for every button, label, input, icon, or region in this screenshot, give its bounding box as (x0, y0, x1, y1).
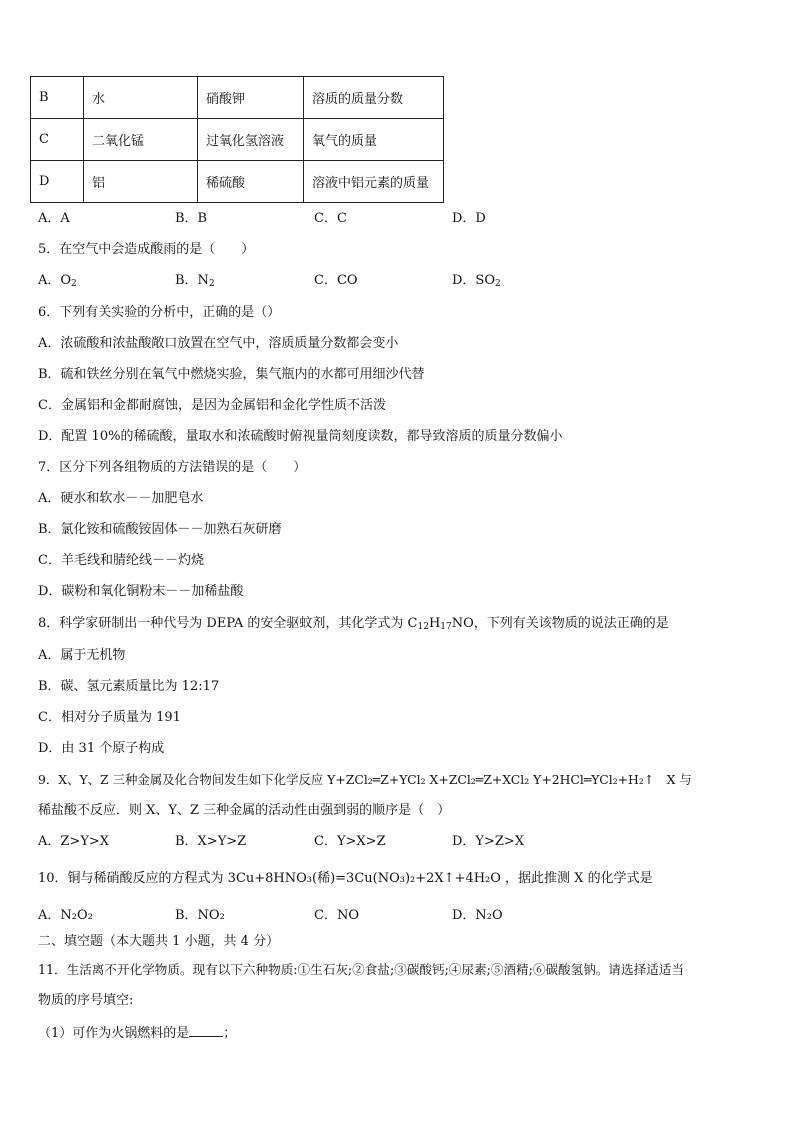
option-b: B．碳、氢元素质量比为 12:17 (38, 679, 220, 694)
option-c: C．C (314, 211, 347, 226)
question-8-stem: 8．科学家研制出一种代号为 DEPA 的安全驱蚊剂，其化学式为 $C_{12}H_{17}NO$，下列有关该物质的说法正确的是 (38, 616, 669, 632)
option-b: B．B (175, 211, 208, 226)
answer-blank[interactable] (189, 1024, 223, 1037)
option-c: C．Y>X>Z (314, 834, 386, 849)
option-c: C．CO (314, 273, 358, 288)
section-title: 二、填空题（本大题共 1 小题，共 4 分） (38, 934, 280, 949)
option-d: D．Y>Z>X (452, 834, 525, 849)
table-cell: D (31, 161, 84, 203)
table-row (31, 77, 444, 119)
option-c: C．相对分子质量为 191 (38, 710, 181, 725)
option-a: A．A (38, 211, 70, 226)
question-7-stem: 7．区分下列各组物质的方法错误的是（ ） (38, 460, 307, 475)
table-cell: 硝酸钾 (198, 77, 304, 119)
option-d: D．N₂O (452, 908, 503, 923)
option-d: D．D (452, 211, 486, 226)
table-cell: 溶质的质量分数 (304, 77, 444, 119)
question-9-stem: 9．X、Y、Z 三种金属及化合物间发生如下化学反应 Y+ZCl₂═Z+YCl₂ X+ZCl₂═Z+XCl₂ Y+2HCl═YCl₂+H₂↑ X 与 (38, 772, 692, 787)
option-a: A．$O_2$ (38, 273, 77, 289)
question-11-stem-continued: 物质的序号填空: (38, 993, 134, 1008)
option-d: D．$SO_2$ (452, 273, 501, 289)
table-cell: 铝 (84, 161, 198, 203)
question-6-stem: 6．下列有关实验的分析中，正确的是（） (38, 305, 281, 320)
option-a: A．Z>Y>X (38, 834, 110, 849)
table-cell: 稀硫酸 (198, 161, 304, 203)
table-cell: C (31, 119, 84, 161)
table-cell: B (31, 77, 84, 119)
question-10-stem: 10．铜与稀硝酸反应的方程式为 3Cu+8HNO₃(稀)=3Cu(NO₃)₂+2X↑+4H₂O ，据此推测 X 的化学式是 (38, 871, 653, 886)
question-9-stem-continued: 稀盐酸不反应．则 X、Y、Z 三种金属的活动性由强到弱的顺序是（ ） (38, 803, 451, 818)
option-a: A．属于无机物 (38, 648, 126, 663)
answer-table (30, 76, 444, 203)
option-d: D．配置 10%的稀硫酸，量取水和浓硫酸时俯视量筒刻度读数，都导致溶质的质量分数偏小 (38, 429, 563, 444)
option-a: A．硬水和软水－－加肥皂水 (38, 491, 204, 506)
option-c: C．NO (314, 908, 359, 923)
option-d: D．由 31 个原子构成 (38, 741, 165, 756)
option-b: B．氯化铵和硫酸铵固体－－加熟石灰研磨 (38, 522, 282, 537)
table-cell: 溶液中铝元素的质量 (304, 161, 444, 203)
option-a: A．N₂O₂ (38, 908, 93, 923)
table-cell: 过氧化氢溶液 (198, 119, 304, 161)
option-c: C．金属铝和金都耐腐蚀，是因为金属铝和金化学性质不活泼 (38, 398, 386, 413)
question-11-stem: 11．生活离不开化学物质。现有以下六种物质:①生石灰;②食盐;③碳酸钙;④尿素;⑤酒精;⑥碳酸氢钠。请选择适适当 (38, 962, 684, 977)
option-b: B．NO₂ (175, 908, 225, 923)
table-row (31, 161, 444, 203)
option-b: B．$N_2$ (175, 273, 215, 289)
table-cell: 水 (84, 77, 198, 119)
question-5-stem: 5．在空气中会造成酸雨的是（ ） (38, 242, 255, 257)
option-b: B．硫和铁丝分别在氧气中燃烧实验，集气瓶内的水都可用细沙代替 (38, 367, 425, 382)
table-cell: 氧气的质量 (304, 119, 444, 161)
table-row (31, 119, 444, 161)
option-a: A．浓硫酸和浓盐酸敞口放置在空气中，溶质质量分数都会变小 (38, 336, 399, 351)
option-c: C．羊毛线和腈纶线－－灼烧 (38, 553, 204, 568)
option-b: B．X>Y>Z (175, 834, 247, 849)
option-d: D．碳粉和氧化铜粉末－－加稀盐酸 (38, 584, 244, 599)
table-cell: 二氧化锰 (84, 119, 198, 161)
question-11-sub-1: （1）可作为火锅燃料的是 ； (38, 1026, 237, 1041)
